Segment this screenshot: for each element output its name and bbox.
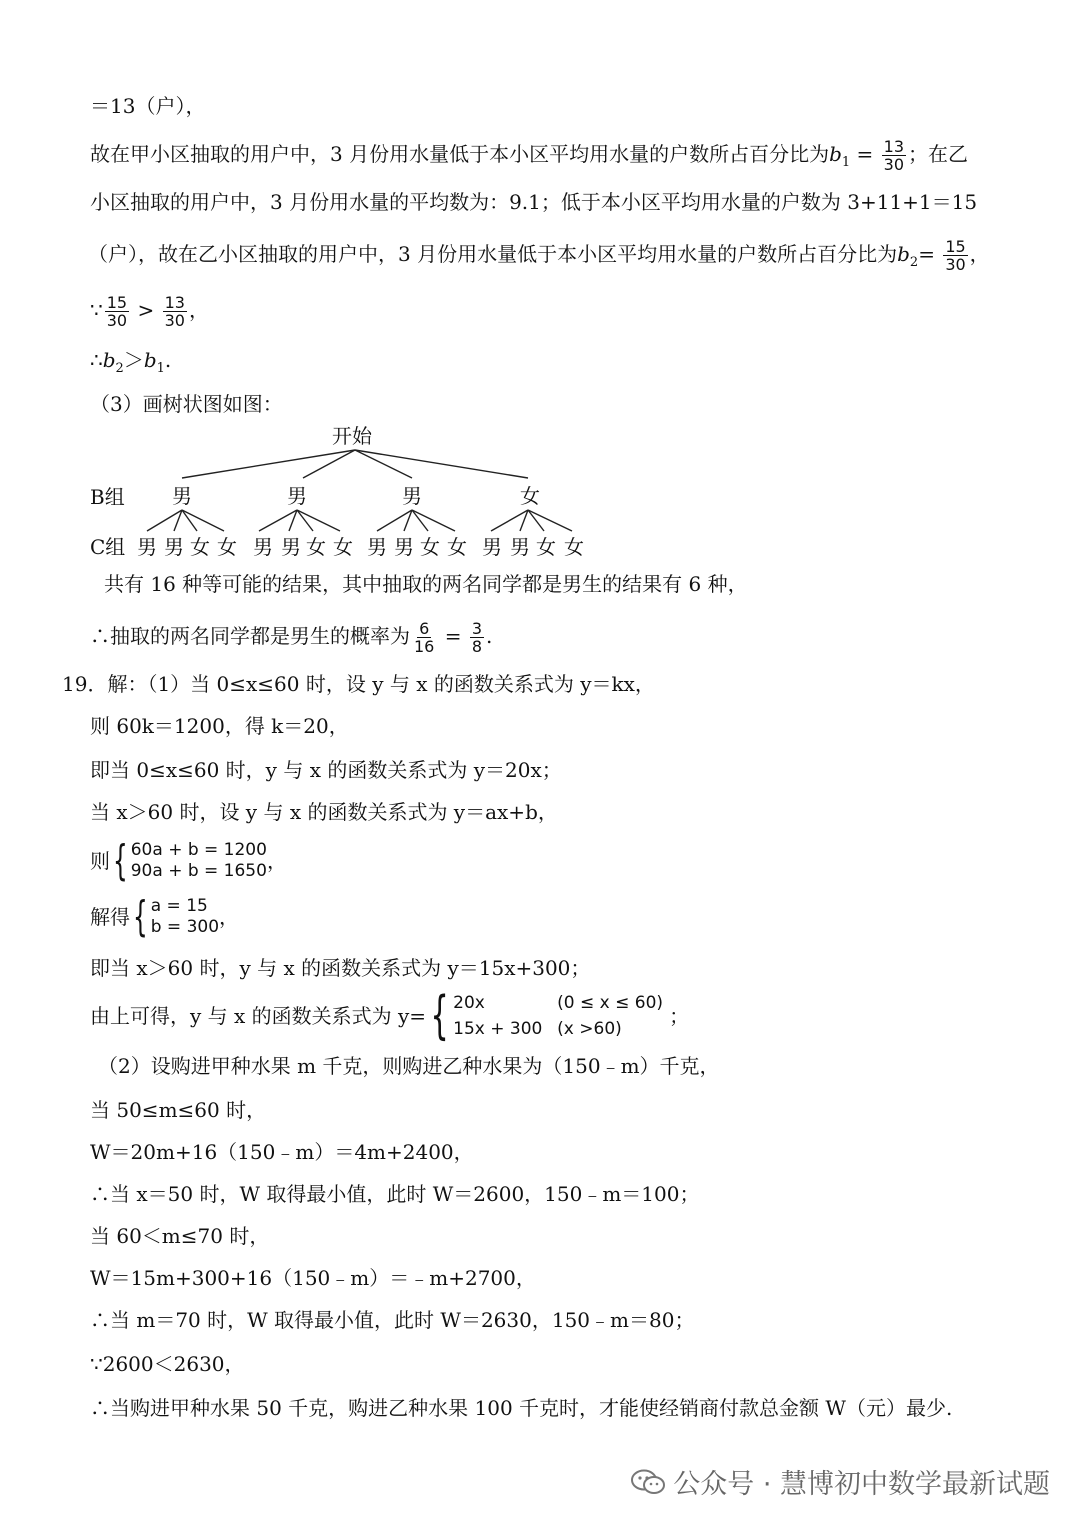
fraction: $\frac{15}{30}$ bbox=[945, 237, 966, 274]
text-line: ∵2600＜2630， bbox=[90, 1352, 245, 1376]
c-node: 女 bbox=[447, 535, 467, 559]
text-line: ∴抽取的两名同学都是男生的概率为 $\frac{6}{16}$ = $\frac{3}{8}$ . bbox=[90, 619, 493, 656]
c-node: 女 bbox=[536, 535, 556, 559]
c-node: 女 bbox=[190, 535, 210, 559]
text-line: ∴当 x＝50 时，W 取得最小值，此时 W＝2600，150﹣m＝100； bbox=[90, 1182, 700, 1206]
left-brace: { bbox=[430, 986, 449, 1046]
left-brace: { bbox=[133, 892, 148, 941]
c-node: 女 bbox=[564, 535, 584, 559]
fraction: $\frac{3}{8}$ bbox=[471, 619, 483, 656]
text-line: （户），故在乙小区抽取的用户中，3 月份用水量低于本小区平均用水量的户数所占百分比为$b_2=$ $\frac{15}{30}$ ， bbox=[88, 237, 990, 274]
c-node: 男 bbox=[510, 535, 530, 559]
watermark bbox=[631, 1462, 1050, 1501]
piecewise-function: 由上可得，y 与 x 的函数关系式为 y= { 20x (0 ≤ x ≤ 60) 15x + 300 (x >60) ； bbox=[90, 986, 690, 1046]
c-node: 女 bbox=[217, 535, 237, 559]
text-line: 则 60k＝1200，得 k＝20， bbox=[90, 714, 349, 738]
text-line: 19．解：（1）当 0≤x≤60 时，设 y 与 x 的函数关系式为 y＝kx， bbox=[62, 672, 655, 696]
b-node: 女 bbox=[520, 484, 540, 508]
equation-system: 解得 { a = 15 b = 300 ， bbox=[90, 892, 240, 941]
b-node: 男 bbox=[402, 484, 422, 508]
left-brace: { bbox=[113, 836, 128, 885]
c-node: 女 bbox=[333, 535, 353, 559]
fraction: $\frac{6}{16}$ bbox=[414, 619, 435, 656]
text-line: ∵ $\frac{15}{30}$ > $\frac{13}{30}$ ， bbox=[90, 293, 209, 330]
c-node: 男 bbox=[482, 535, 502, 559]
text-line: ∴当 m＝70 时，W 取得最小值，此时 W＝2630，150﹣m＝80； bbox=[90, 1308, 695, 1332]
fraction: $\frac{15}{30}$ bbox=[106, 293, 128, 330]
c-node: 男 bbox=[137, 535, 157, 559]
c-node: 女 bbox=[420, 535, 440, 559]
fraction: $\frac{13}{30}$ bbox=[164, 293, 185, 330]
text-line: 当 50≤m≤60 时， bbox=[90, 1098, 267, 1122]
text-line: 即当 0≤x≤60 时，y 与 x 的函数关系式为 y＝20x； bbox=[90, 758, 562, 782]
b-group-label: B组 bbox=[90, 485, 125, 509]
text-line: $\therefore b_2>b_1$. bbox=[90, 348, 172, 376]
c-node: 男 bbox=[367, 535, 387, 559]
text-line: ∴当购进甲种水果 50 千克，购进乙种水果 100 千克时，才能使经销商付款总金额 W（元）最少. bbox=[90, 1396, 953, 1420]
c-node: 男 bbox=[281, 535, 301, 559]
text-line: （2）设购进甲种水果 m 千克，则购进乙种水果为（150﹣m）千克， bbox=[98, 1054, 720, 1078]
c-group-label: C组 bbox=[90, 535, 126, 559]
b-node: 男 bbox=[172, 484, 192, 508]
fraction: $\frac{13}{30}$ bbox=[883, 137, 905, 174]
text-line: 小区抽取的用户中，3 月份用水量的平均数为：9.1；低于本小区平均用水量的户数为 3+11+1＝15 bbox=[90, 190, 978, 214]
watermark-text: 公众号 · 慧博初中数学最新试题 bbox=[673, 1469, 1050, 1500]
text-line: W＝15m+300+16（150﹣m）＝﹣m+2700， bbox=[90, 1266, 536, 1290]
text-line: 当 x＞60 时，设 y 与 x 的函数关系式为 y＝ax+b， bbox=[90, 800, 558, 824]
text-line: 即当 x＞60 时，y 与 x 的函数关系式为 y＝15x+300； bbox=[90, 956, 591, 980]
text-line: ＝13（户）， bbox=[90, 94, 206, 118]
wechat-icon bbox=[631, 1469, 665, 1495]
c-node: 女 bbox=[306, 535, 326, 559]
tree-root: 开始 bbox=[332, 424, 372, 448]
b-node: 男 bbox=[287, 484, 307, 508]
text-line: 共有 16 种等可能的结果，其中抽取的两名同学都是男生的结果有 6 种， bbox=[104, 572, 748, 596]
text-line: 故在甲小区抽取的用户中，3 月份用水量低于本小区平均用水量的户数所占百分比为$b_1$ = $\frac{13}{30}$ ；在乙 bbox=[90, 137, 969, 174]
c-node: 男 bbox=[394, 535, 414, 559]
c-node: 男 bbox=[164, 535, 184, 559]
text-line: 当 60＜m≤70 时， bbox=[90, 1224, 270, 1248]
c-node: 男 bbox=[253, 535, 273, 559]
equation-system: 则 { 60a + b = 1200 90a + b = 1650 ， bbox=[90, 836, 287, 885]
text-line: W＝20m+16（150﹣m）＝4m+2400， bbox=[90, 1140, 474, 1164]
text-line: （3）画树状图如图： bbox=[90, 392, 283, 416]
